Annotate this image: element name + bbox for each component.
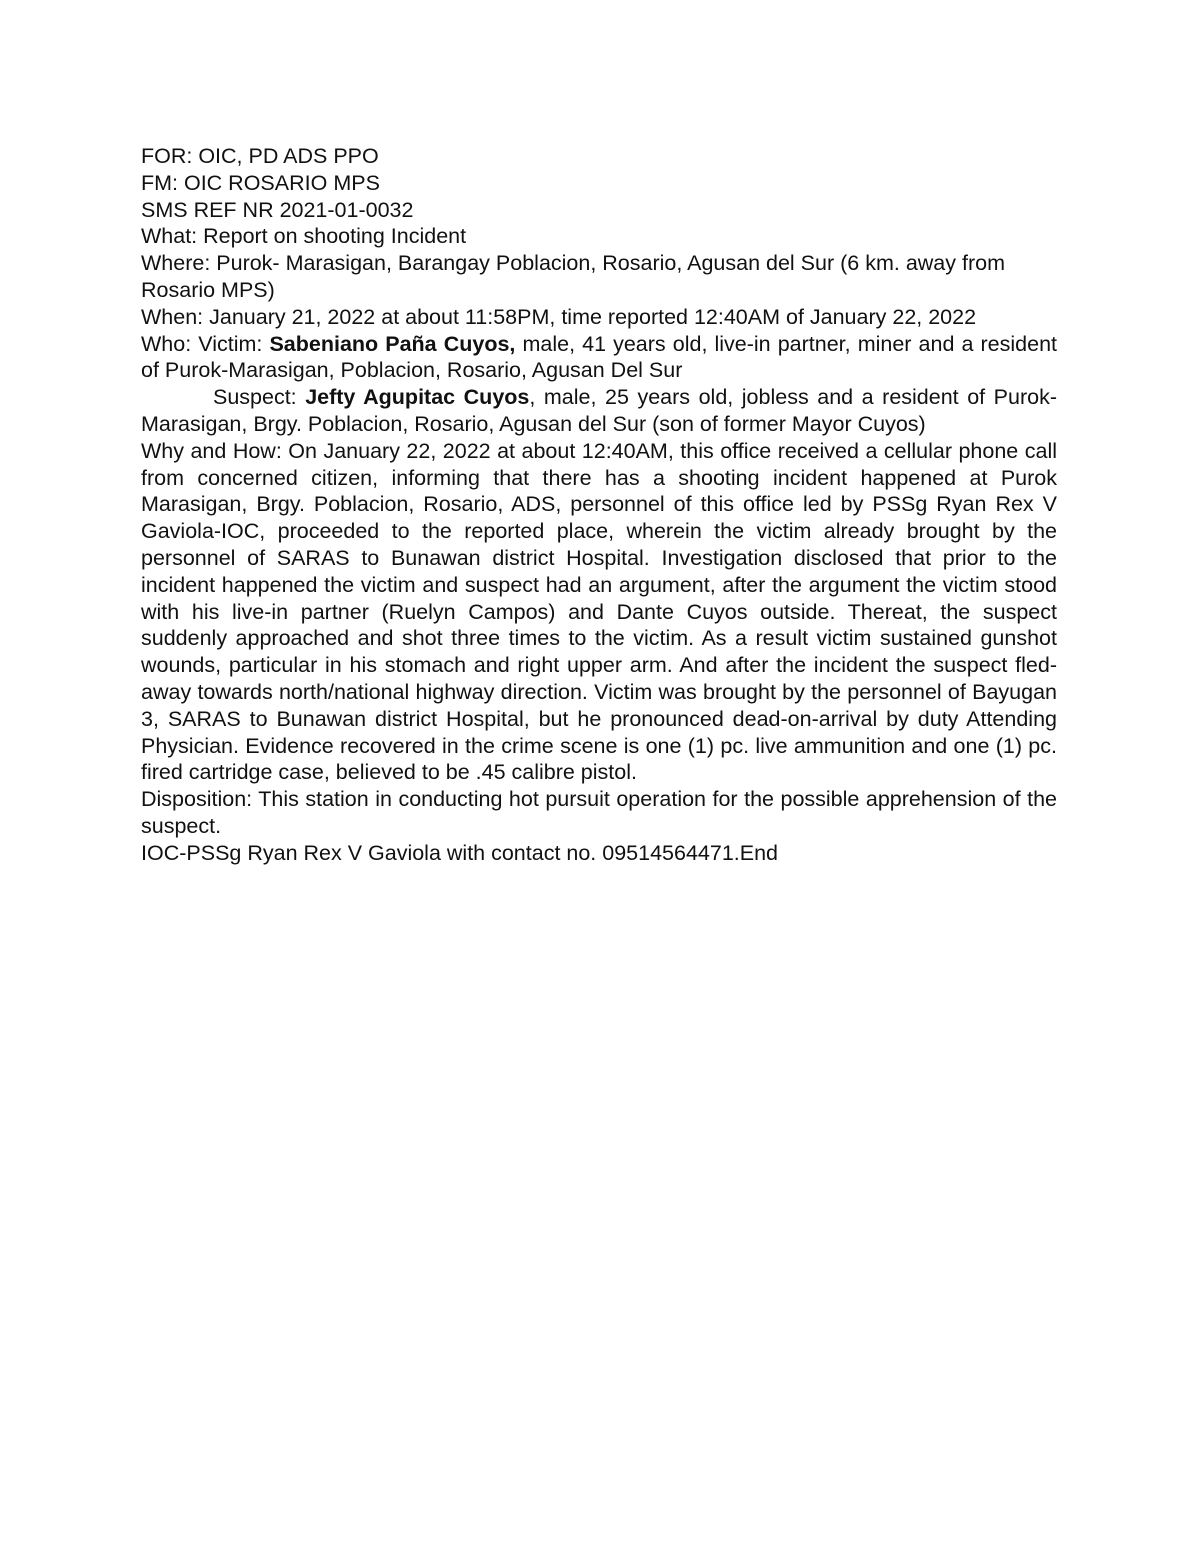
who-prefix: Who: Victim:: [141, 331, 270, 356]
reference-number: SMS REF NR 2021-01-0032: [141, 197, 414, 222]
who-victim-line: [141, 331, 1057, 385]
suspect-name: Jefty Agupitac Cuyos: [305, 385, 530, 410]
what-line: What: Report on shooting Incident: [141, 224, 467, 249]
for-line: FOR: OIC, PD ADS PPO: [141, 144, 379, 168]
suspect-line: [141, 384, 1057, 438]
suspect-prefix: Suspect:: [213, 385, 306, 410]
suspect-details: , male, 25 years old, jobless and a resident of Purok-Marasigan, Brgy. Poblacion, Rosario, Agusan del Sur (son of former Mayor Cuyos): [141, 385, 1057, 436]
when-line: When: January 21, 2022 at about 11:58PM, time reported 12:40AM of January 22, 2022: [141, 304, 977, 329]
from-line: FM: OIC ROSARIO MPS: [141, 170, 380, 195]
victim-name: Sabeniano Paña Cuyos,: [269, 331, 516, 356]
where-line: Where: Purok- Marasigan, Barangay Poblacion, Rosario, Agusan del Sur (6 km. away from Rosario MPS): [141, 251, 1005, 302]
contact-line: IOC-PSSg Ryan Rex V Gaviola with contact no. 09514564471.End: [141, 840, 779, 865]
report-body: [141, 143, 1057, 867]
disposition-paragraph: Disposition: This station in conducting hot pursuit operation for the possible apprehension of the suspect.: [141, 787, 1057, 838]
victim-details: male, 41 years old, live-in partner, miner and a resident of Purok-Marasigan, Poblacion, Rosario, Agusan Del Sur: [141, 331, 1057, 383]
why-how-paragraph: Why and How: On January 22, 2022 at about 12:40AM, this office received a cellular phone call from concerned citizen, informing that there has a shooting incident happened at Purok Marasigan, Brgy. Poblacion, Rosario, ADS, personnel of this office led by PSSg Ryan Rex V Gaviola-IOC, proceeded to the reported place, wherein the victim already brought by the personnel of SARAS to Bunawan district Hospital. Investigation disclosed that prior to the incident happened the victim and suspect had an argument, after the argument the victim stood with his live-in partner (Ruelyn Campos) and Dante Cuyos outside. Thereat, the suspect suddenly approached and shot three times to the victim. As a result victim sustained gunshot wounds, particular in his stomach and right upper arm. And after the incident the suspect fled-away towards north/national highway direction. Victim was brought by the personnel of Bayugan 3, SARAS to Bunawan district Hospital, but he pronounced dead-on-arrival by duty Attending Physician. Evidence recovered in the crime scene is one (1) pc. live ammunition and one (1) pc. fired cartridge case, believed to be .45 calibre pistol.: [141, 438, 1057, 785]
